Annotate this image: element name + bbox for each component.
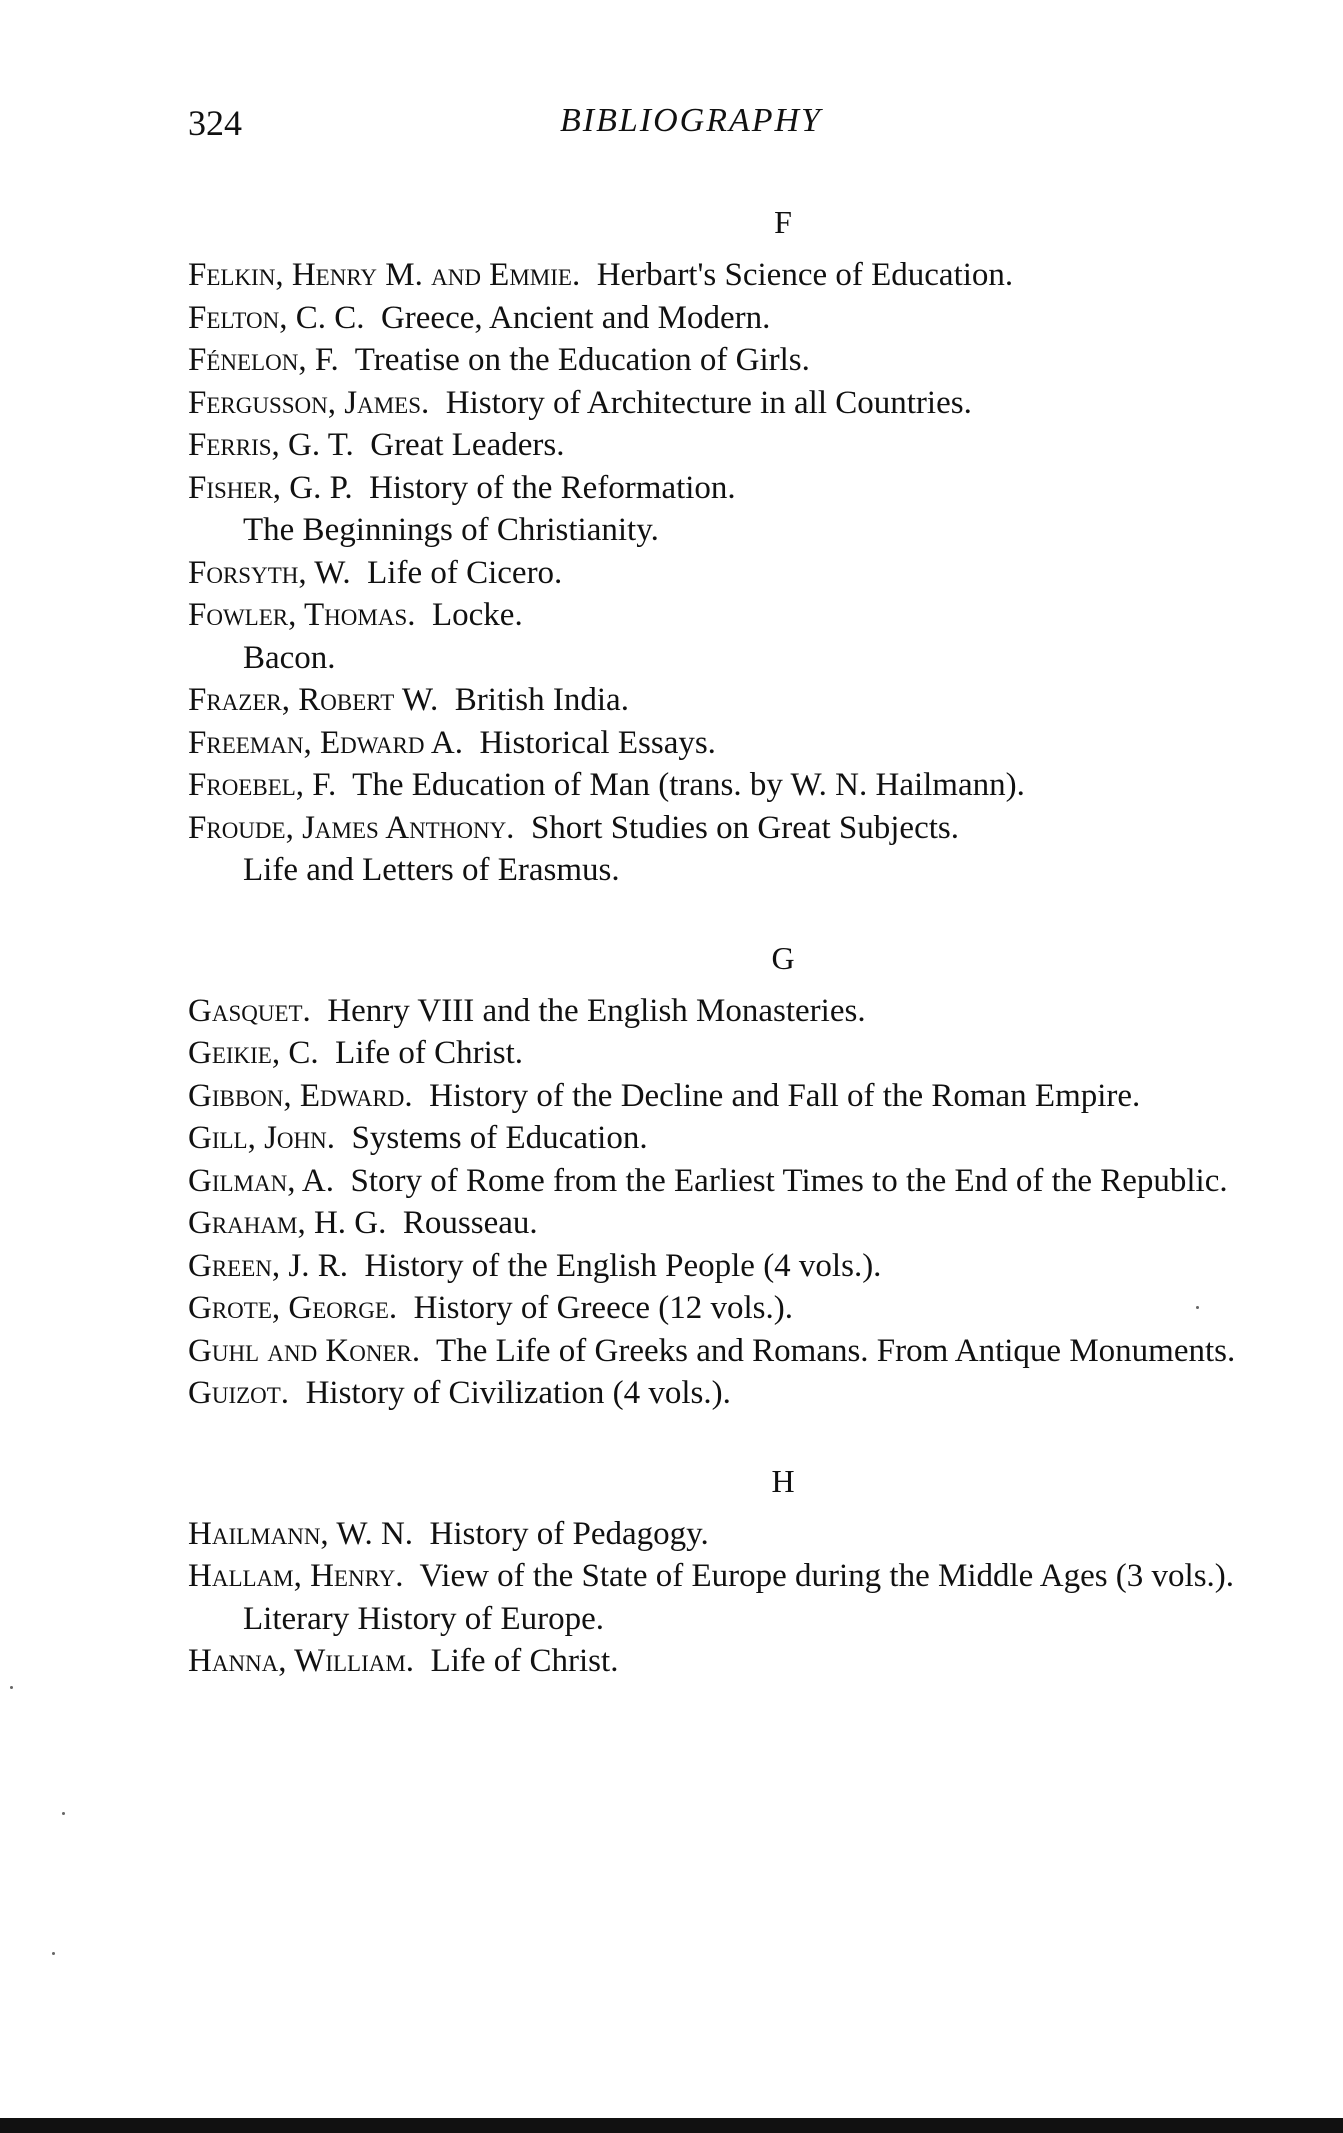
bib-entry: [188, 1202, 1298, 1245]
entry-author: Hanna, William.: [188, 1643, 415, 1679]
bib-entry: [188, 1032, 1298, 1075]
entry-author: Froebel, F.: [188, 767, 337, 803]
scan-speck: [10, 1686, 13, 1689]
entry-title: History of Greece (12 vols.).: [413, 1290, 794, 1326]
entry-author: Gill, John.: [188, 1120, 336, 1156]
bib-entry: [188, 1330, 1298, 1373]
bib-entry: [188, 1372, 1298, 1415]
entry-author: Graham, H. G.: [188, 1205, 387, 1241]
entry-title: Locke.: [432, 597, 523, 633]
bib-entry: [188, 254, 1298, 297]
bib-entry: [188, 1555, 1298, 1598]
entry-title: History of Pedagogy.: [429, 1515, 709, 1552]
section-letter: H: [771, 1462, 795, 1499]
entry-title: Life of Cicero.: [367, 554, 563, 591]
entry-author: Guhl and Koner.: [188, 1332, 421, 1369]
bib-entry: [188, 1640, 1298, 1683]
entry-title: The Life of Greeks and Romans. From Antique Monuments.: [436, 1332, 1236, 1369]
entry-author: Geikie, C.: [188, 1035, 319, 1071]
entry-author: Forsyth, W.: [188, 554, 351, 591]
entry-title: Historical Essays.: [479, 724, 716, 761]
entry-author: Green, J. R.: [188, 1247, 348, 1284]
section-h: [188, 1449, 1298, 1683]
entry-author: Frazer, Robert W.: [188, 682, 439, 718]
entry-author: Freeman, Edward A.: [188, 724, 463, 761]
bib-subentry: [188, 637, 1298, 680]
bib-entry: [188, 382, 1298, 425]
bib-entry: [188, 1287, 1298, 1330]
scan-speck: [62, 1812, 65, 1815]
entry-title: History of Architecture in all Countries.: [445, 384, 972, 421]
bib-entry: [188, 1117, 1298, 1160]
bibliography-list: [188, 190, 1298, 1717]
bib-entry: [188, 679, 1298, 722]
bib-entry: [188, 552, 1298, 595]
entry-title: Great Leaders.: [370, 427, 565, 463]
entry-title: Rousseau.: [402, 1205, 538, 1241]
entry-author: Hallam, Henry.: [188, 1558, 404, 1594]
entry-title: Henry VIII and the English Monasteries.: [327, 992, 866, 1029]
entry-author: Guizot.: [188, 1375, 290, 1411]
bib-entry: [188, 594, 1298, 637]
entry-title: Treatise on the Education of Girls.: [354, 342, 810, 378]
entry-title: Story of Rome from the Earliest Times to the End of the Republic.: [350, 1162, 1228, 1199]
bottom-edge-rule: [0, 2118, 1343, 2133]
entry-author: Hailmann, W. N.: [188, 1515, 414, 1552]
entry-author: Froude, James Anthony.: [188, 809, 515, 846]
entry-author: Grote, George.: [188, 1290, 398, 1326]
entry-title: British India.: [454, 682, 629, 718]
entry-author: Felkin, Henry M. and Emmie.: [188, 257, 581, 293]
entry-title: History of the Reformation.: [369, 469, 736, 506]
section-g: [188, 926, 1298, 1415]
bib-entry: [188, 424, 1298, 467]
entry-author: Fénelon, F.: [188, 342, 339, 378]
running-title: BIBLIOGRAPHY: [560, 102, 822, 139]
entry-title: Herbart's Science of Education.: [596, 257, 1014, 293]
bib-entry: [188, 467, 1298, 510]
entry-title: History of Civilization (4 vols.).: [305, 1375, 731, 1411]
entry-title: View of the State of Europe during the Middle Ages (3 vols.).: [419, 1558, 1235, 1594]
bib-entry: [188, 1513, 1298, 1556]
scan-speck: [52, 1952, 55, 1955]
entry-title: Life of Christ.: [430, 1643, 619, 1679]
bib-entry: [188, 339, 1298, 382]
bib-entry: [188, 1160, 1298, 1203]
section-f: [188, 190, 1298, 892]
entry-title: The Education of Man (trans. by W. N. Hailmann).: [352, 767, 1025, 803]
bib-entry: [188, 990, 1298, 1033]
page-number: 324: [188, 103, 242, 143]
bib-entry: [188, 1245, 1298, 1288]
bib-subentry: [188, 1598, 1298, 1641]
entry-author: Fergusson, James.: [188, 384, 430, 421]
entry-author: Fisher, G. P.: [188, 469, 353, 506]
entry-author: Fowler, Thomas.: [188, 597, 416, 633]
entry-title: Systems of Education.: [351, 1120, 648, 1156]
bib-entry: [188, 722, 1298, 765]
bib-subentry: [188, 849, 1298, 892]
entry-author: Gilman, A.: [188, 1162, 334, 1199]
section-letter: G: [771, 939, 795, 976]
entry-author: Gibbon, Edward.: [188, 1077, 413, 1114]
bib-entry: [188, 807, 1298, 850]
scan-speck: [1196, 1306, 1199, 1309]
entry-title: Life and Letters of Erasmus.: [243, 852, 620, 888]
entry-title: Bacon.: [243, 639, 336, 676]
entry-author: Gasquet.: [188, 992, 311, 1029]
entry-author: Ferris, G. T.: [188, 427, 354, 463]
bib-subentry: [188, 509, 1298, 552]
entry-title: Literary History of Europe.: [243, 1600, 605, 1637]
bib-entry: [188, 764, 1298, 807]
bib-entry: [188, 297, 1298, 340]
entry-title: History of the Decline and Fall of the Roman Empire.: [429, 1077, 1141, 1114]
entry-title: Life of Christ.: [335, 1035, 524, 1071]
bib-entry: [188, 1075, 1298, 1118]
entry-title: History of the English People (4 vols.).: [364, 1247, 882, 1284]
page-header: [0, 102, 1343, 152]
section-letter: F: [774, 204, 792, 240]
entry-title: The Beginnings of Christianity.: [243, 512, 659, 548]
entry-title: Short Studies on Great Subjects.: [530, 809, 959, 846]
entry-title: Greece, Ancient and Modern.: [380, 299, 771, 336]
entry-author: Felton, C. C.: [188, 299, 365, 336]
